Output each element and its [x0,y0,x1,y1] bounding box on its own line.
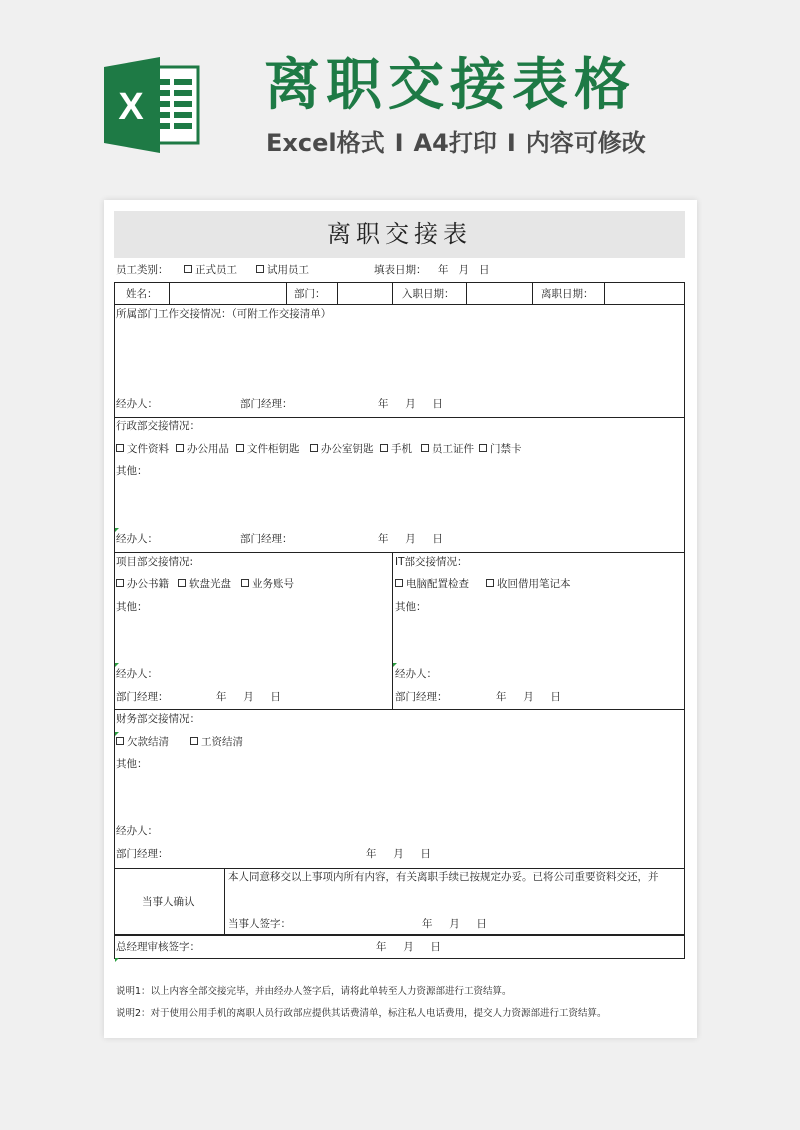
form-sheet [104,200,697,1038]
checkbox-icon [380,444,388,452]
subtitle-separator: I [394,129,404,157]
join-date-field[interactable] [467,283,531,304]
it-handler-label: 经办人： [395,668,437,680]
checkbox-icon [241,579,249,587]
leave-date-field[interactable] [605,283,684,304]
finance-item[interactable]: 工资结清 [190,735,243,749]
checkbox-icon [236,444,244,452]
admin-handler-label: 经办人： [116,533,158,545]
dept-handler-label: 经办人： [116,398,158,410]
dept-field[interactable] [338,283,391,304]
dept-handover-title: 所属部门工作交接情况：（可附工作交接清单） [116,308,332,320]
checkbox-icon [256,265,264,273]
project-item[interactable]: 业务账号 [241,577,294,591]
checkbox-icon [479,444,487,452]
checkbox-icon [486,579,494,587]
fill-date-label: 填表日期： [374,264,427,276]
finance-handler-label: 经办人： [116,825,158,837]
project-handover-title: 项目部交接情况: [116,556,194,568]
project-other-label: 其他： [116,601,148,613]
checkbox-icon [176,444,184,452]
excel-logo-icon [104,57,202,153]
admin-item[interactable]: 办公室钥匙 [310,442,374,456]
gm-date: 年 月 日 [376,941,441,953]
note-1: 说明1：以上内容全部交接完毕，并由经办人签字后，请将此单转至人力资源部进行工资结算。 [116,986,512,997]
it-manager-label: 部门经理： [395,691,448,703]
finance-item[interactable]: 欠款结清 [116,735,169,749]
finance-date: 年 月 日 [366,848,431,860]
name-field[interactable] [170,283,285,304]
admin-item[interactable]: 办公用品 [176,442,229,456]
party-signature-label: 当事人签字： [228,918,291,930]
checkbox-icon [190,737,198,745]
subtitle-separator: I [506,129,516,157]
project-manager-label: 部门经理： [116,691,169,703]
checkbox-icon [395,579,403,587]
form-title: 离职交接表 [114,211,685,258]
subtitle-print: A4打印 [413,129,497,157]
subtitle [266,126,646,160]
admin-item[interactable]: 门禁卡 [479,442,522,456]
gm-signature-label: 总经理审核签字： [116,941,200,953]
dept-label: 部门： [294,288,326,300]
join-date-label: 入职日期： [402,288,455,300]
admin-item[interactable]: 文件柜钥匙 [236,442,300,456]
finance-handover-title: 财务部交接情况： [116,713,200,725]
note-2: 说明2：对于使用公用手机的离职人员行政部应提供其话费清单，标注私人电话费用，提交人力资源部进行工资结算。 [116,1008,607,1019]
finance-other-label: 其他： [116,758,148,770]
cell-marker [393,663,397,667]
cell-marker [115,528,119,532]
it-date: 年 月 日 [496,691,561,703]
it-other-label: 其他： [395,601,427,613]
fill-date-value[interactable]: 年 月 日 [438,264,490,276]
it-item[interactable]: 电脑配置检查 [395,577,469,591]
cell-marker [115,958,119,962]
finance-manager-label: 部门经理： [116,848,169,860]
checkbox-icon [421,444,429,452]
party-confirm-label: 当事人确认 [142,896,195,908]
admin-date: 年 月 日 [378,533,443,545]
subtitle-editable: 内容可修改 [525,129,646,157]
dept-manager-label: 部门经理： [240,398,293,410]
checkbox-icon [310,444,318,452]
name-label: 姓名： [126,288,158,300]
admin-item[interactable]: 文件资料 [116,442,169,456]
logo-letter: X [118,86,144,128]
page-title: 离职交接表格 [264,53,636,118]
admin-other-label: 其他： [116,465,148,477]
employee-type-label: 员工类别： [116,264,169,276]
option-probation[interactable]: 试用员工 [256,263,309,277]
leave-date-label: 离职日期： [541,288,594,300]
dept-date: 年 月 日 [378,398,443,410]
cell-marker [115,732,119,736]
project-item[interactable]: 办公书籍 [116,577,169,591]
checkbox-icon [116,737,124,745]
project-item[interactable]: 软盘光盘 [178,577,231,591]
checkbox-icon [116,579,124,587]
it-item[interactable]: 收回借用笔记本 [486,577,571,591]
cell-marker [115,663,119,667]
admin-manager-label: 部门经理： [240,533,293,545]
project-date: 年 月 日 [216,691,281,703]
admin-item[interactable]: 员工证件 [421,442,474,456]
admin-item[interactable]: 手机 [380,442,412,456]
checkbox-icon [184,265,192,273]
party-date: 年 月 日 [422,918,487,930]
it-handover-title: IT部交接情况： [395,556,468,568]
subtitle-format: Excel格式 [266,129,385,157]
option-regular[interactable]: 正式员工 [184,263,237,277]
checkbox-icon [178,579,186,587]
admin-handover-title: 行政部交接情况： [116,420,200,432]
checkbox-icon [116,444,124,452]
party-statement: 本人同意移交以上事项内所有内容，有关离职手续已按规定办妥。已将公司重要资料交还，并 [228,871,659,883]
project-handler-label: 经办人： [116,668,158,680]
